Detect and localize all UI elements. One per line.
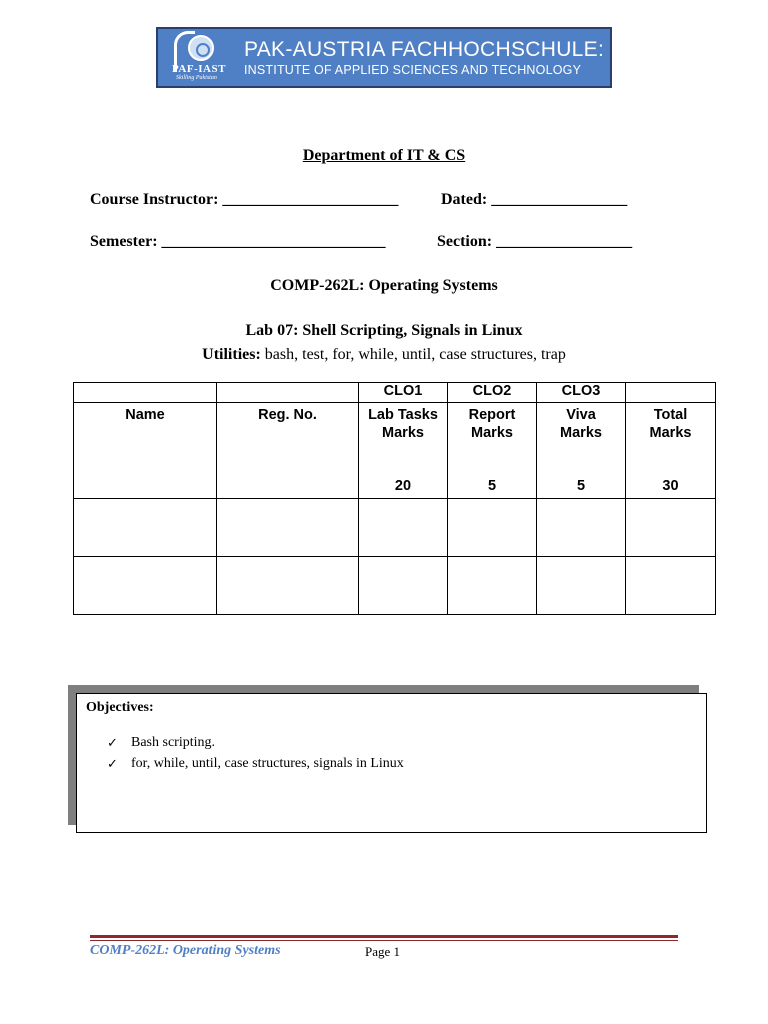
max-marks: 5 xyxy=(576,478,586,494)
marks-entry-cell[interactable] xyxy=(448,557,537,615)
max-marks: 30 xyxy=(662,478,679,494)
marks-entry-cell[interactable] xyxy=(74,557,217,615)
header-cell xyxy=(74,403,217,499)
header-label: Viva Marks xyxy=(560,407,602,441)
clo-row xyxy=(74,383,716,403)
marks-table xyxy=(73,382,716,615)
footer-divider xyxy=(90,935,678,938)
objectives-list xyxy=(107,732,404,774)
lab-title: Lab 07: Shell Scripting, Signals in Linux xyxy=(245,322,523,339)
page-number: Page 1 xyxy=(365,944,401,959)
logo-abbreviation: PAF-IAST xyxy=(172,63,226,75)
header-cell xyxy=(217,403,359,499)
clo-cell xyxy=(626,383,716,403)
header-cell xyxy=(626,403,716,499)
header-cell xyxy=(359,403,448,499)
clo-cell xyxy=(217,383,359,403)
objective-text: Bash scripting. xyxy=(131,734,215,750)
institution-logo xyxy=(156,27,612,88)
checkmark-icon: ✓ xyxy=(107,734,118,750)
header-label: Name xyxy=(125,407,165,423)
footer-course: COMP-262L: Operating Systems xyxy=(90,943,281,958)
marks-entry-cell[interactable] xyxy=(448,499,537,557)
objectives-title: Objectives: xyxy=(86,700,154,715)
department-title: Department of IT & CS xyxy=(302,147,466,164)
utilities-label: Utilities: xyxy=(202,346,261,363)
semester-field: Semester: ____________________________ xyxy=(90,233,386,250)
utilities-value: bash, test, for, while, until, case structures, trap xyxy=(260,346,566,363)
header-label: Lab Tasks Marks xyxy=(368,407,438,441)
course-title: COMP-262L: Operating Systems xyxy=(270,277,498,294)
logo-title-line2: INSTITUTE OF APPLIED SCIENCES AND TECHNOLOGY xyxy=(244,62,582,77)
max-marks: 20 xyxy=(394,478,412,494)
marks-entry-cell[interactable] xyxy=(626,557,716,615)
marks-entry-cell[interactable] xyxy=(74,499,217,557)
clo-cell: CLO1 xyxy=(359,383,448,403)
clo-cell: CLO3 xyxy=(537,383,626,403)
footer-divider-thin xyxy=(90,940,678,941)
logo-title-line1: PAK-AUSTRIA FACHHOCHSCHULE: xyxy=(244,37,605,61)
section-field: Section: _________________ xyxy=(437,233,633,250)
emblem-icon xyxy=(166,29,238,86)
header-label: Total Marks xyxy=(649,407,692,441)
course-instructor-field: Course Instructor: ______________________ xyxy=(90,191,399,208)
header-cell xyxy=(537,403,626,499)
header-cell xyxy=(448,403,537,499)
header-label: Report Marks xyxy=(468,407,516,441)
marks-entry-cell[interactable] xyxy=(217,557,359,615)
utilities-line xyxy=(0,346,768,364)
list-item xyxy=(107,753,404,774)
marks-entry-cell[interactable] xyxy=(217,499,359,557)
objective-text: for, while, until, case structures, signals in Linux xyxy=(131,755,404,771)
marks-entry-cell[interactable] xyxy=(359,499,448,557)
marks-entry-cell[interactable] xyxy=(626,499,716,557)
header-label: Reg. No. xyxy=(258,407,317,423)
logo-motto: Skilling Pakistan xyxy=(176,75,217,81)
marks-entry-cell[interactable] xyxy=(537,499,626,557)
table-row xyxy=(74,557,716,615)
objectives-box xyxy=(76,693,707,833)
table-row xyxy=(74,499,716,557)
dated-field: Dated: _________________ xyxy=(441,191,628,208)
clo-cell: CLO2 xyxy=(448,383,537,403)
max-marks: 5 xyxy=(487,478,497,494)
list-item xyxy=(107,732,404,753)
clo-cell xyxy=(74,383,217,403)
marks-entry-cell[interactable] xyxy=(537,557,626,615)
header-row xyxy=(74,403,716,499)
marks-entry-cell[interactable] xyxy=(359,557,448,615)
checkmark-icon: ✓ xyxy=(107,755,118,771)
